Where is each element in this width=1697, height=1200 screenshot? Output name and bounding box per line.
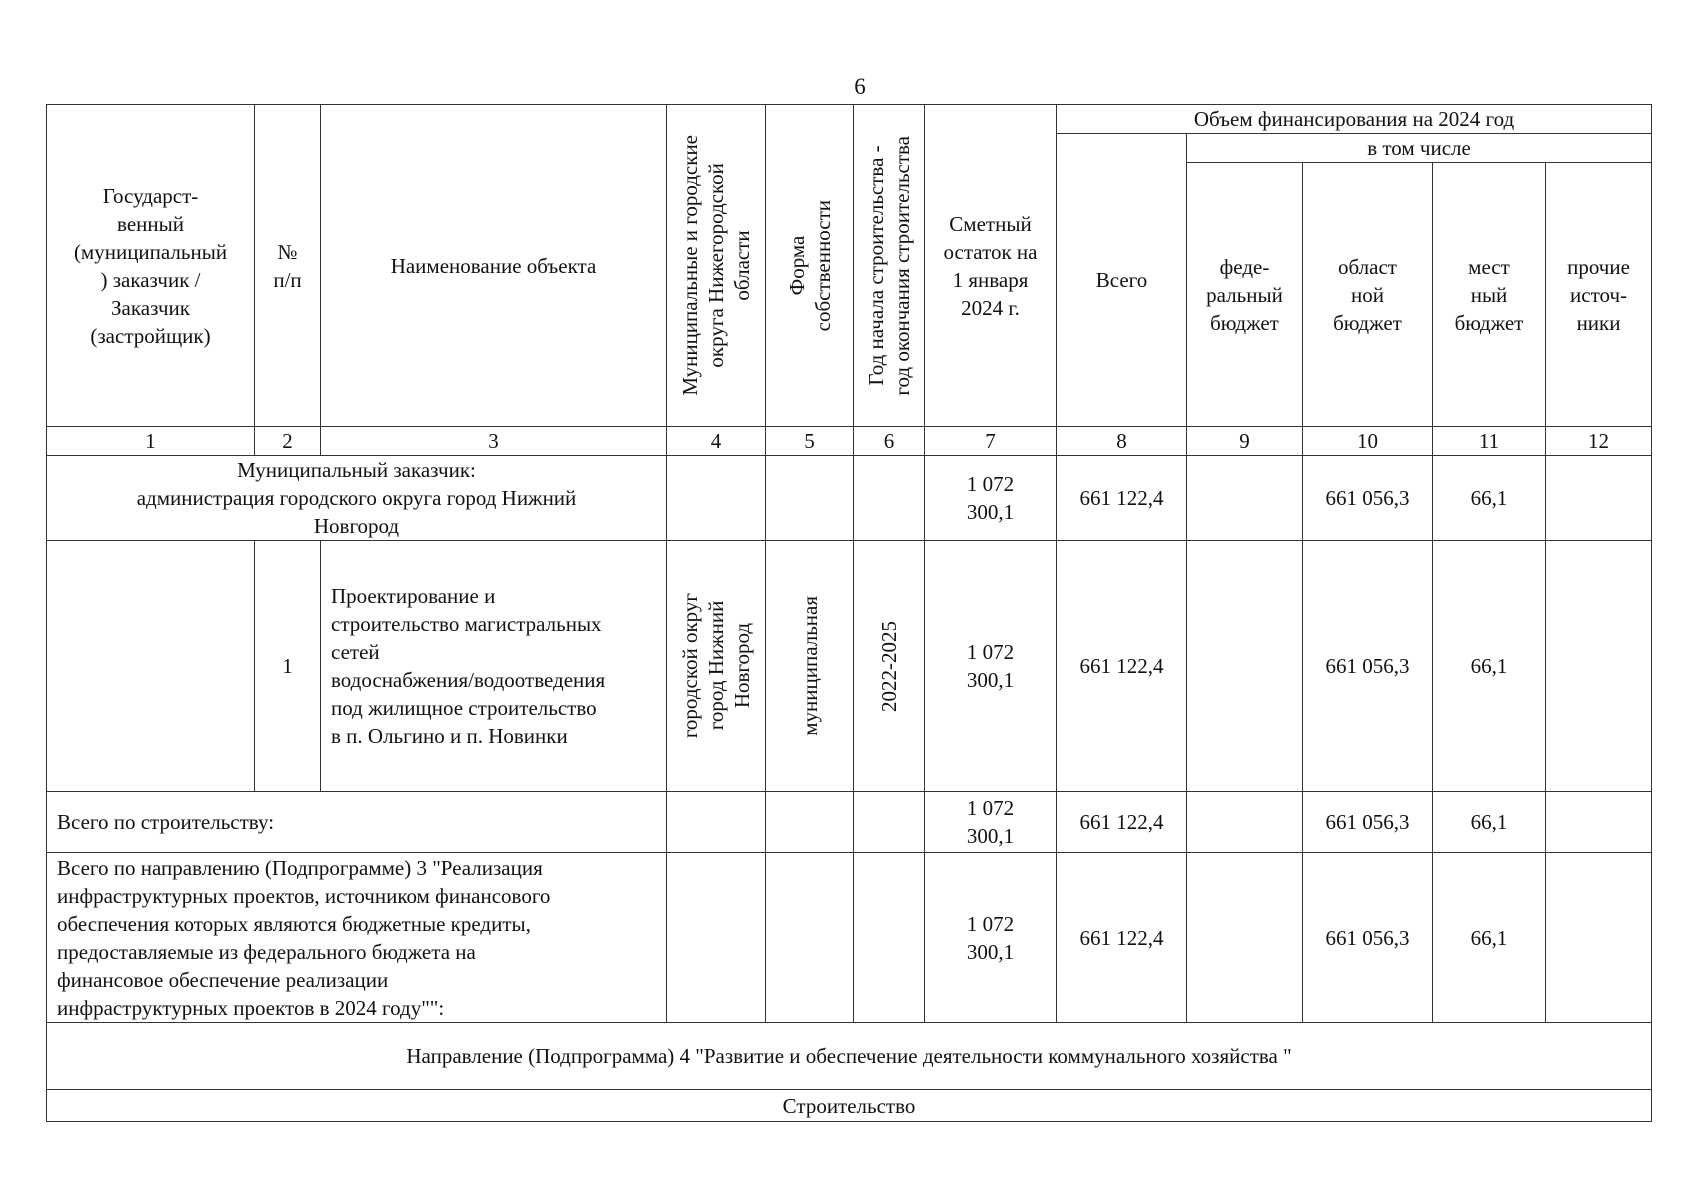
estimate-value: 1 072 300,1: [925, 456, 1057, 541]
header-other: прочие источ- ники: [1546, 163, 1652, 427]
column-number-row: [47, 427, 1652, 456]
empty-cell: [854, 792, 925, 853]
estimate-value: 1 072 300,1: [925, 792, 1057, 853]
local-value: 66,1: [1433, 541, 1546, 792]
object-district: городской округ город Нижний Новгород: [667, 541, 766, 792]
column-number: 9: [1187, 427, 1303, 456]
column-number: 11: [1433, 427, 1546, 456]
empty-cell: [667, 792, 766, 853]
page-number: 6: [854, 74, 866, 99]
header-number: № п/п: [255, 105, 321, 427]
empty-cell: [667, 456, 766, 541]
column-number: 7: [925, 427, 1057, 456]
regional-value: 661 056,3: [1303, 456, 1433, 541]
regional-value: 661 056,3: [1303, 541, 1433, 792]
header-estimate: Сметный остаток на 1 января 2024 г.: [925, 105, 1057, 427]
construction-heading: Строительство: [47, 1090, 1652, 1122]
header-customer: Государст- венный (муниципальный ) заказчик / Заказчик (застройщик): [47, 105, 255, 427]
header-including: в том числе: [1187, 134, 1652, 163]
header-object-name: Наименование объекта: [321, 105, 667, 427]
financing-table: [46, 104, 1652, 1122]
column-number: 12: [1546, 427, 1652, 456]
object-number: 1: [255, 541, 321, 792]
column-number: 1: [47, 427, 255, 456]
local-value: 66,1: [1433, 456, 1546, 541]
empty-cell: [766, 456, 854, 541]
header-ownership: Форма собственности: [766, 105, 854, 427]
empty-cell: [1187, 853, 1303, 1023]
total-value: 661 122,4: [1057, 853, 1187, 1023]
customer-row: [47, 456, 1652, 541]
header-funding-group: Объем финансирования на 2024 год: [1057, 105, 1652, 134]
column-number: 2: [255, 427, 321, 456]
empty-cell: [854, 853, 925, 1023]
construction-total-label: Всего по строительству:: [47, 792, 667, 853]
header-regional: област ной бюджет: [1303, 163, 1433, 427]
direction-total-label: Всего по направлению (Подпрограмме) 3 "Реализация инфраструктурных проектов, источником финансового обеспечения которых являются бюджетные кредиты, предоставляемые из федерального бюджета на финансовое обеспечение реализации инфраструктурных проектов в 2024 году"":: [47, 853, 667, 1023]
federal-value: [1187, 541, 1303, 792]
header-total: Всего: [1057, 134, 1187, 427]
construction-heading-row: [47, 1090, 1652, 1122]
estimate-value: 1 072 300,1: [925, 541, 1057, 792]
object-name: Проектирование и строительство магистральных сетей водоснабжения/водоотведения под жилищное строительство в п. Ольгино и п. Новинки: [321, 541, 667, 792]
empty-cell: [47, 541, 255, 792]
header-federal: феде- ральный бюджет: [1187, 163, 1303, 427]
construction-total-row: [47, 792, 1652, 853]
customer-label: Муниципальный заказчик: администрация городского округа город Нижний Новгород: [47, 456, 667, 541]
local-value: 66,1: [1433, 853, 1546, 1023]
object-row: [47, 541, 1652, 792]
empty-cell: [1187, 792, 1303, 853]
column-number: 5: [766, 427, 854, 456]
local-value: 66,1: [1433, 792, 1546, 853]
empty-cell: [1546, 792, 1652, 853]
other-value: [1546, 541, 1652, 792]
federal-value: [1187, 456, 1303, 541]
empty-cell: [667, 853, 766, 1023]
column-number: 3: [321, 427, 667, 456]
direction-total-row: [47, 853, 1652, 1023]
direction-4-row: [47, 1023, 1652, 1090]
estimate-value: 1 072 300,1: [925, 853, 1057, 1023]
object-years: 2022-2025: [854, 541, 925, 792]
other-value: [1546, 456, 1652, 541]
direction-4-heading: Направление (Подпрограмма) 4 "Развитие и обеспечение деятельности коммунального хозяйства ": [47, 1023, 1652, 1090]
column-number: 8: [1057, 427, 1187, 456]
empty-cell: [766, 853, 854, 1023]
total-value: 661 122,4: [1057, 792, 1187, 853]
empty-cell: [1546, 853, 1652, 1023]
empty-cell: [854, 456, 925, 541]
header-local: мест ный бюджет: [1433, 163, 1546, 427]
regional-value: 661 056,3: [1303, 853, 1433, 1023]
object-ownership: муниципальная: [766, 541, 854, 792]
total-value: 661 122,4: [1057, 456, 1187, 541]
column-number: 10: [1303, 427, 1433, 456]
header-municipal-districts: Муниципальные и городские округа Нижегородской области: [667, 105, 766, 427]
regional-value: 661 056,3: [1303, 792, 1433, 853]
empty-cell: [766, 792, 854, 853]
column-number: 4: [667, 427, 766, 456]
total-value: 661 122,4: [1057, 541, 1187, 792]
column-number: 6: [854, 427, 925, 456]
header-years: Год начала строительства - год окончания строительства: [854, 105, 925, 427]
